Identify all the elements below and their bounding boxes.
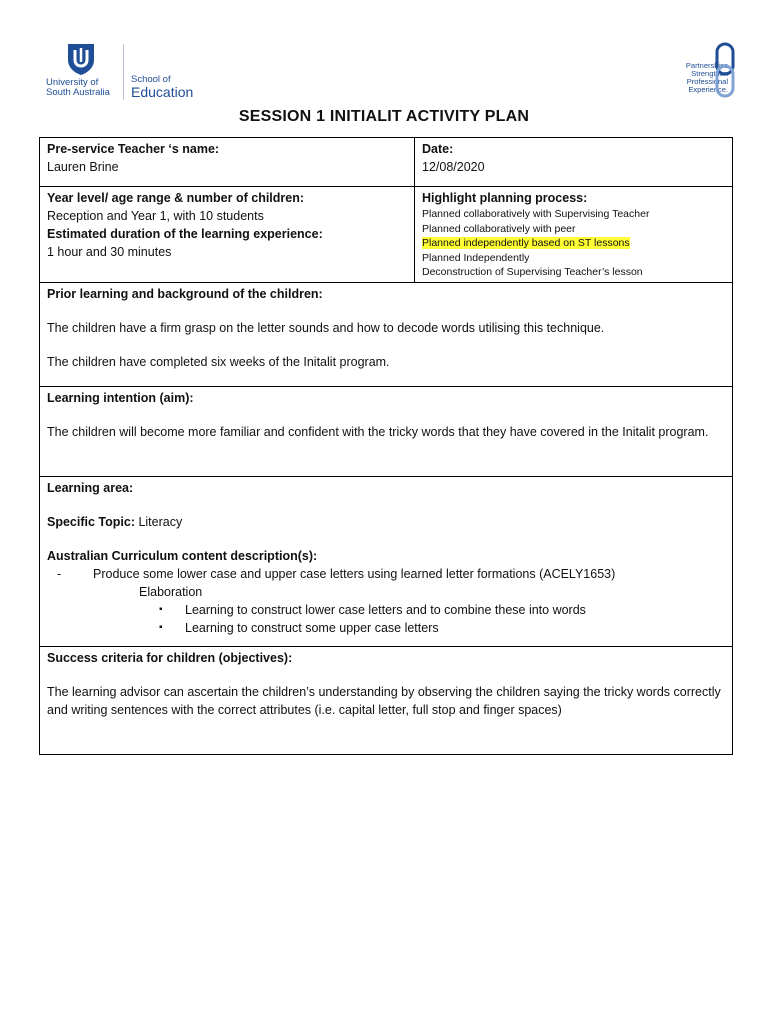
partner-line-4: Experience. (688, 85, 728, 94)
education-label: Education (131, 84, 194, 100)
success-paragraph: The learning advisor can ascertain the children’s understanding by observing the children saying the tricky words correctly and writing sentences with the correct attributes (i.e. capital letter, full stop and finger spaces) (47, 685, 721, 717)
intention-label: Learning intention (aim): (47, 391, 194, 405)
school-of-label: School of (131, 74, 171, 85)
prior-paragraph-2: The children have completed six weeks of the Initalit program. (47, 355, 390, 369)
highlight-mark: Planned independently based on ST lessons (422, 237, 630, 249)
area-cell (40, 477, 732, 646)
planning-option: Planned collaboratively with peer (422, 222, 576, 235)
loop-emblem-icon (714, 42, 736, 100)
row-teacher-date (40, 138, 732, 186)
teacher-cell (40, 138, 415, 186)
row-learning-intention (40, 386, 732, 476)
duration-label: Estimated duration of the learning experience: (47, 227, 323, 241)
duration-value: 1 hour and 30 minutes (47, 245, 172, 259)
prior-paragraph-1: The children have a firm grasp on the letter sounds and how to decode words utilising this technique. (47, 321, 605, 335)
planning-option: Planned Independently (422, 251, 530, 264)
topic-label: Specific Topic: (47, 515, 135, 529)
year-cell (40, 187, 415, 282)
partner-line-3: Professional (686, 77, 728, 86)
elaboration-item (47, 619, 725, 637)
square-bullet-icon: ▪ (159, 604, 163, 615)
partnerships-logo (640, 42, 740, 102)
planning-label: Highlight planning process: (422, 191, 588, 205)
intention-cell (40, 387, 732, 476)
logo-divider (123, 44, 124, 100)
partner-line-1: Partnerships (685, 61, 728, 70)
planning-option: Planned collaboratively with Supervising Teacher (422, 208, 650, 220)
shield-icon (66, 42, 96, 76)
page-title: SESSION 1 INITIALIT ACTIVITY PLAN (238, 108, 530, 125)
row-prior-learning (40, 282, 732, 386)
elaboration-label: Elaboration (139, 585, 203, 599)
prior-cell (40, 283, 732, 386)
date-label: Date: (422, 142, 454, 156)
partner-line-2: Strengthen (691, 69, 728, 78)
planning-cell (415, 187, 732, 282)
elaboration-item-text: Learning to construct lower case letters and to combine these into words (185, 603, 586, 617)
planning-option-highlighted (422, 236, 725, 251)
date-value: 12/08/2020 (422, 160, 485, 174)
success-cell (40, 647, 732, 754)
year-value: Reception and Year 1, with 10 students (47, 209, 264, 223)
row-year-planning (40, 186, 732, 282)
teacher-label: Pre-service Teacher ‘s name: (47, 142, 220, 156)
topic-value: Literacy (134, 515, 183, 529)
curriculum-item (47, 565, 725, 583)
unisa-logo (46, 42, 216, 102)
university-line-1: University of (46, 77, 99, 88)
date-cell (415, 138, 732, 186)
planning-option: Deconstruction of Supervising Teacher’s lesson (422, 266, 643, 278)
row-success-criteria (40, 646, 732, 754)
university-name (46, 78, 110, 98)
elaboration-item (47, 601, 725, 619)
success-label: Success criteria for children (objectives): (47, 651, 293, 665)
intention-paragraph: The children will become more familiar and confident with the tricky words that they have covered in the Initalit program. (47, 425, 709, 439)
year-label: Year level/ age range & number of children: (47, 191, 305, 205)
university-line-2: South Australia (46, 87, 110, 98)
elaboration-item-text: Learning to construct some upper case letters (185, 621, 439, 635)
area-label: Learning area: (47, 481, 134, 495)
curriculum-label: Australian Curriculum content description(s): (47, 549, 318, 563)
teacher-name: Lauren Brine (47, 160, 119, 174)
topic-line (47, 513, 725, 531)
school-name (131, 75, 193, 100)
curriculum-item-text: Produce some lower case and upper case letters using learned letter formations (ACELY1653) (93, 567, 616, 581)
dash-marker: - (57, 567, 62, 581)
activity-plan-table (39, 137, 733, 755)
row-learning-area (40, 476, 732, 646)
prior-label: Prior learning and background of the children: (47, 287, 323, 301)
square-bullet-icon: ▪ (159, 622, 163, 633)
